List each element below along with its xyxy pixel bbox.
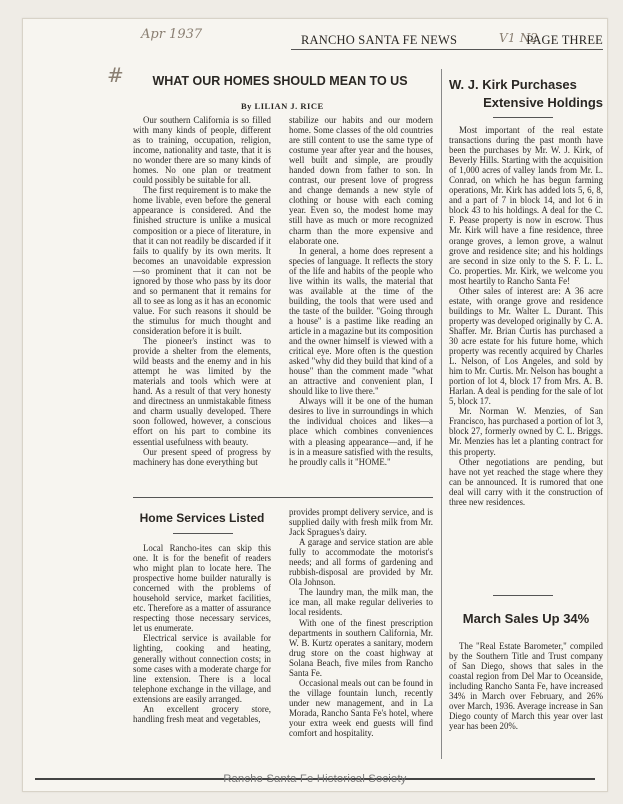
paragraph: Occasional meals out can be found in the village fountain lunch, recently under new management, and in La Morada, Rancho Santa Fe's hotel, where your extra week end guests will find comfort and hospitality. bbox=[289, 677, 433, 739]
paragraph: A garage and service station are able fully to accommodate the motorist's needs; and all forms of gardening and rubbish-disposal are provided by Mr. Ola Johnson. bbox=[289, 537, 433, 588]
article-kirk-body bbox=[449, 125, 603, 507]
article-homes-col2 bbox=[289, 115, 433, 467]
article-services-col1 bbox=[133, 543, 271, 724]
newspaper-name: RANCHO SANTA FE NEWS bbox=[301, 33, 458, 47]
article-services-col2 bbox=[289, 507, 433, 738]
paragraph: An excellent grocery store, handling fresh meat and vegetables, bbox=[133, 703, 271, 724]
handwritten-mark: # bbox=[107, 63, 124, 87]
article-title-services: Home Services Listed bbox=[139, 511, 265, 525]
paragraph: provides prompt delivery service, and is supplied daily with fresh milk from Mr. Jack Spragues's dairy. bbox=[289, 507, 433, 538]
article-title-homes: WHAT OUR HOMES SHOULD MEAN TO US bbox=[152, 74, 408, 88]
column-rule bbox=[441, 69, 442, 759]
article-title-kirk-line2: Extensive Holdings bbox=[483, 95, 603, 110]
paragraph: Our present speed of progress by machinery has done everything but bbox=[133, 446, 271, 467]
article-march-sales-body bbox=[449, 641, 603, 731]
paragraph: Local Rancho-ites can skip this one. It is for the benefit of readers who might plan to locate here. The prospective home builder naturally is concerned with the problems of household service, market facilities, etc. Therefore as a matter of assurance respecting those necessary services, let us enumerate. bbox=[133, 543, 271, 634]
paragraph: Mr. Norman W. Menzies, of San Francisco, has purchased a portion of lot 3, block 27, formerly owned by C. L. Briggs. Mr. Menzies has let a planting contract for this property. bbox=[449, 406, 603, 457]
article-title-kirk-line1: W. J. Kirk Purchases bbox=[449, 77, 577, 92]
paragraph: The pioneer's instinct was to provide a shelter from the elements, wild beasts and the enemy and in his attempt he was limited by the materials and tools which were at hand. As a result of that very honesty and directness an unmistakable fitness and charm usually developed. There soon followed, however, a conscious effort on his part to combine its essential usefulness with beauty. bbox=[133, 336, 271, 447]
paragraph: In general, a home does represent a species of language. It reflects the story of the life and habits of the people who live within its walls, the material that was available at the time of the building, the tools that were used and the taste of the builder. "Going through a house" is a pastime like reading an article in a magazine but its composition and the owner himself is viewed with a critical eye. More often is the question asked "why did they build that kind of a house" than the comment made "what an attractive and convenient plan, I should like to live there." bbox=[289, 245, 433, 397]
handwritten-date: Apr 1937 bbox=[141, 27, 203, 42]
title-underline bbox=[493, 117, 553, 118]
watermark: Rancho Santa Fe Historical Society bbox=[223, 773, 407, 785]
newspaper-page bbox=[22, 18, 608, 792]
page-number: PAGE THREE bbox=[526, 33, 603, 47]
article-homes-col1 bbox=[133, 115, 271, 467]
handwritten-issue: V1 N2 bbox=[499, 31, 539, 45]
paragraph: The "Real Estate Barometer," compiled by the Southern Title and Trust company of San Diego, shows that sales in the coastal region from Del Mar to Oceanside, including Rancho Santa Fe, have increased 34% in March over February, and 26% over March, 1936. Average increase in San Diego county of March this year over last year has been 20%. bbox=[449, 641, 603, 732]
paragraph: Other negotiations are pending, but have not yet reached the stage where they can be announced. It is rumored that one deal will carry with it the construction of three new residences. bbox=[449, 456, 603, 507]
paragraph: The laundry man, the milk man, the ice man, all make regular deliveries to local residents. bbox=[289, 587, 433, 618]
divider bbox=[133, 497, 433, 498]
paragraph: Other sales of interest are: A 36 acre estate, with orange grove and residence buildings to Mr. Walter L. Durant. This property was developed originally by C. A. Shaffer. Mr. Brian Curtis has purchased a 30 acre estate for his future home, which property was recently acquired by Charles L. Nelson, of Los Angeles, and sold by him to Mr. Curtis. Mr. Nelson has bought a portion of lot 4, block 17 from Mrs. A. B. Harlan. A deal is pending for the sale of lot 5, block 17. bbox=[449, 285, 603, 407]
masthead bbox=[291, 33, 603, 50]
divider bbox=[493, 595, 553, 596]
paragraph: Our southern California is so filled with many kinds of people, different as to training, occupation, religion, income, nationality and taste, that it is no wonder there are so many kinds of homes. No one plan or treatment could possibly be suitable for all. bbox=[133, 115, 271, 186]
article-title-march-sales: March Sales Up 34% bbox=[462, 611, 590, 626]
paragraph: Always will it be one of the human desires to live in surroundings in which the individual choices and likes—a place which combines conveniences with a pleasing appearance—and, if he is in a measure satisfied with the results, he proudly calls it "HOME." bbox=[289, 396, 433, 467]
paragraph: stabilize our habits and our modern home. Some classes of the old countries are still content to use the same type of costume year after year and the houses, well built and simple, are proudly handed down from father to son. In contrast, our present love of progress and change demands a new style of clothing or house with each coming year. Even so, the modest home may still have as much or more recognized charm than the more expensive and elaborate one. bbox=[289, 115, 433, 246]
paragraph: Most important of the real estate transactions during the past month have been the purchases by Mr. W. J. Kirk, of Beverly Hills. Starting with the acquisition of 1,000 acres of valley lands from Mr. L. Conrad, on which he has begun farming operations, Mr. Kirk has added lots 5, 6, 8, and a part of 7 in block 14, and lot 6 in block 43 to his holdings. A deal for the C. F. Pease property is now in escrow. Thus Mr. Kirk will have a fine residence, three orange groves, a lemon grove, a walnut grove and residence site; and his holdings are second in size only to the S. F. L. L. Co. properties. Mr. Kirk, we welcome you most heartily to Rancho Santa Fe! bbox=[449, 125, 603, 286]
byline: By LILIAN J. RICE bbox=[241, 101, 324, 111]
paragraph: Electrical service is available for lighting, cooking and heating, generally without connection costs; in some cases with a moderate charge for line extension. There is a local telephone exchange in the village, and extensions are easily arranged. bbox=[133, 633, 271, 704]
paragraph: With one of the finest prescription departments in southern California, Mr. W. B. Kurtz operates a sanitary, modern drug store on the coast highway at Solana Beach, five miles from Rancho Santa Fe. bbox=[289, 617, 433, 678]
paragraph: The first requirement is to make the home livable, even before the general appearance is considered. And the finished structure is unlike a musical composition or a piece of literature, in that it can not readily be discarded if it fails to qualify by its own merits. It becomes an unavoidable expression —so prominent that it can not be ignored by those who pass by its door and so permanent that it remains for all to see as long as it has an economic value. For such reasons it should be the stimulus for much thought and consideration before it is built. bbox=[133, 185, 271, 336]
title-underline bbox=[173, 533, 233, 534]
